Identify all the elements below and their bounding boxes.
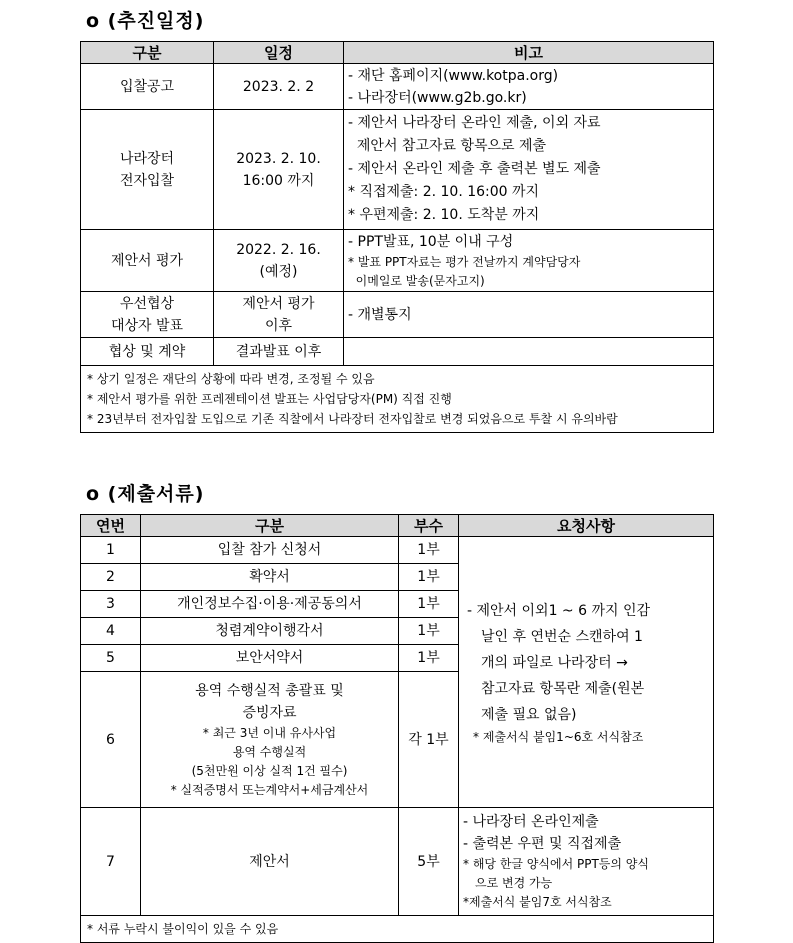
doc-name: 제안서	[141, 808, 399, 916]
doc-request-1-6: - 제안서 이외1 ~ 6 까지 인감 날인 후 연번순 스캔하여 1 개의 파일로 나라장터 → 참고자료 항목란 제출(원본 제출 필요 없음) * 제출서식 붙임1~6호 서식참조	[459, 537, 714, 808]
table-row	[81, 230, 714, 292]
doc-no: 2	[81, 564, 141, 591]
doc-name: 확약서	[141, 564, 399, 591]
doc-copies: 1부	[399, 537, 459, 564]
doc-copies: 5부	[399, 808, 459, 916]
doc-request-7: - 나라장터 온라인제출 - 출력본 우편 및 직접제출 * 해당 한글 양식에서 PPT등의 양식 으로 변경 가능 *제출서식 붙임7호 서식참조	[459, 808, 714, 916]
table-row	[81, 808, 714, 916]
schedule-date: 2023. 2. 10. 16:00 까지	[214, 110, 344, 230]
doc-copies: 1부	[399, 618, 459, 645]
doc-name: 청렴계약이행각서	[141, 618, 399, 645]
header-no: 연번	[81, 515, 141, 537]
table-row	[81, 64, 714, 110]
schedule-category: 우선협상 대상자 발표	[81, 292, 214, 338]
schedule-date: 2023. 2. 2	[214, 64, 344, 110]
header-remarks: 비고	[344, 42, 714, 64]
schedule-heading: o (추진일정)	[86, 10, 205, 32]
schedule-date: 결과발표 이후	[214, 338, 344, 366]
header-category: 구분	[81, 42, 214, 64]
schedule-category: 협상 및 계약	[81, 338, 214, 366]
doc-name: 용역 수행실적 총괄표 및 증빙자료 * 최근 3년 이내 유사사업 용역 수행실적 (5천만원 이상 실적 1건 필수) * 실적증명서 또는계약서+세금계산서	[141, 672, 399, 808]
header-copies: 부수	[399, 515, 459, 537]
schedule-remarks: - 재단 홈페이지(www.kotpa.org) - 나라장터(www.g2b.go.kr)	[344, 64, 714, 110]
doc-copies: 각 1부	[399, 672, 459, 808]
documents-heading: o (제출서류)	[86, 483, 205, 505]
table-row	[81, 537, 714, 564]
header-request: 요청사항	[459, 515, 714, 537]
documents-notes-row	[81, 916, 714, 943]
doc-no: 6	[81, 672, 141, 808]
header-name: 구분	[141, 515, 399, 537]
doc-name: 입찰 참가 신청서	[141, 537, 399, 564]
schedule-category: 제안서 평가	[81, 230, 214, 292]
doc-no: 4	[81, 618, 141, 645]
schedule-remarks: - 제안서 나라장터 온라인 제출, 이외 자료 제안서 참고자료 항목으로 제출 - 제안서 온라인 제출 후 출력본 별도 제출 * 직접제출: 2. 10. 16:00 까지 * 우편제출: 2. 10. 도착분 까지	[344, 110, 714, 230]
doc-no: 5	[81, 645, 141, 672]
documents-footer-note: * 서류 누락시 불이익이 있을 수 있음	[81, 916, 714, 943]
table-row	[81, 338, 714, 366]
doc-no: 3	[81, 591, 141, 618]
schedule-date: 2022. 2. 16. (예정)	[214, 230, 344, 292]
header-date: 일정	[214, 42, 344, 64]
schedule-remarks	[344, 338, 714, 366]
doc-name: 개인정보수집·이용·제공동의서	[141, 591, 399, 618]
schedule-notes: * 상기 일정은 재단의 상황에 따라 변경, 조정될 수 있음 * 제안서 평가를 위한 프레젠테이션 발표는 사업담당자(PM) 직접 진행 * 23년부터 전자입찰 도입으로 기존 직찰에서 나라장터 전자입찰로 변경 되었음으로 투찰 시 유의바람	[81, 366, 714, 433]
documents-table	[80, 514, 714, 943]
table-row	[81, 110, 714, 230]
doc-no: 7	[81, 808, 141, 916]
schedule-header-row	[81, 42, 714, 64]
schedule-category: 나라장터 전자입찰	[81, 110, 214, 230]
schedule-remarks: - PPT발표, 10분 이내 구성 * 발표 PPT자료는 평가 전날까지 계약담당자 이메일로 발송(문자고지)	[344, 230, 714, 292]
documents-header-row	[81, 515, 714, 537]
doc-copies: 1부	[399, 645, 459, 672]
schedule-table	[80, 41, 714, 433]
doc-no: 1	[81, 537, 141, 564]
table-row	[81, 292, 714, 338]
schedule-date: 제안서 평가 이후	[214, 292, 344, 338]
schedule-category: 입찰공고	[81, 64, 214, 110]
doc-copies: 1부	[399, 564, 459, 591]
schedule-remarks: - 개별통지	[344, 292, 714, 338]
schedule-notes-row	[81, 366, 714, 433]
doc-name: 보안서약서	[141, 645, 399, 672]
doc-copies: 1부	[399, 591, 459, 618]
